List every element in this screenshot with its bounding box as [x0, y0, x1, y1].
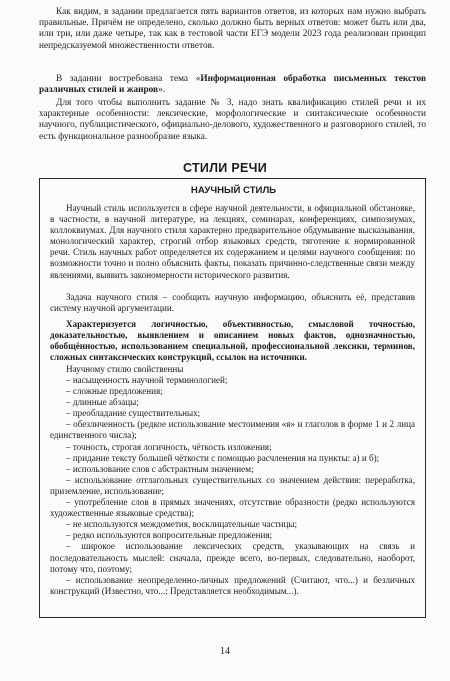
box-paragraph-1: Научный стиль используется в сфере научной деятельности, в официальной обстановке, в частности, в научной литературе, на лекциях, семинарах, конференциях, симпозиумах, коллоквиумах. Для научного стиля характерно предварительное обдумывание высказывания, монологический характер, строгий отбор языковых средств, тяготение к нормированной речи. Стиль научных работ определяется их содержанием и целями научного сообщения: по возможности точно и полно объяснить факты, показать причинно-следственные связи между явлениями, выявить закономерности исторического развития.	[50, 203, 415, 280]
list-item: – насыщенность научной терминологией;	[66, 375, 228, 385]
box-title: НАУЧНЫЙ СТИЛЬ	[190, 185, 277, 196]
list-item: – точность, строгая логичность, чёткость изложения;	[66, 441, 272, 452]
box-paragraph-3-bold: Характеризуется логичностью, объективностью, смысловой точностью, доказательностью, выявлением и описанием новых фактов, однозначностью, обобщённостью, использованием специальной, профессиональной лексики, терминов, сложных синтаксических конструкций, ссылок на источники.	[50, 319, 415, 363]
list-item: – широкое использование лексических средств, указывающих на связь и последовательность мыслей: сначала, прежде всего, во-первых, следовательно, наоборот, потому что, поэтому;	[50, 541, 415, 574]
features-list	[50, 375, 415, 597]
list-item: – использование слов с абстрактным значением;	[66, 463, 254, 474]
intro-topic-bold: Информационная обработка письменных текстов различных стилей и жанров	[39, 74, 426, 96]
intro-paragraph-2-start: В задании востребована тема «	[56, 74, 201, 84]
box-paragraph-3	[50, 319, 415, 363]
list-item: – преобладание существительных;	[66, 408, 201, 419]
list-item: – не используются междометия, восклицательные частицы;	[66, 519, 298, 530]
scientific-style-box	[39, 178, 426, 618]
page-number: 14	[220, 646, 230, 657]
list-item: – длинные абзацы;	[66, 397, 139, 408]
box-paragraph-4: Научному стилю свойственны	[66, 364, 184, 374]
list-item: – сложные предложения;	[66, 386, 163, 397]
list-item: – редко используются вопросительные предложения;	[66, 530, 273, 541]
intro-paragraph-2	[39, 74, 426, 96]
box-paragraph-2: Задача научного стиля – сообщить научную информацию, объяснить её, представив систему научной аргументации.	[50, 292, 415, 314]
intro-paragraph-1: Как видим, в задании предлагается пять вариантов ответов, из которых нам нужно выбрать правильные. Причём не определено, сколько должно быть верных ответов: может быть или два, или три, или даже четыре, так как в тестовой части ЕГЭ модели 2023 года реализован принцип непредсказуемой множественности ответов.	[39, 7, 426, 51]
intro-paragraph-2-end: ».	[158, 85, 166, 96]
intro-paragraph-3: Для того чтобы выполнить задание № 3, надо знать квалификацию стилей речи и их характерные особенности: лексические, морфологические и синтаксические особенности научного, публицистического, официально-делового, художественного и разговорного стилей, то есть функциональное разнообразие языка.	[39, 98, 426, 142]
list-item: – придание тексту большей чёткости с помощью расчленения на пункты: а) и б);	[66, 452, 380, 463]
list-item: – употребление слов в прямых значениях, отсутствие образности (редко используются художественные языковые средства);	[50, 497, 415, 519]
section-title: СТИЛИ РЕЧИ	[182, 161, 267, 175]
list-item: – использование неопределенно-личных предложений (Считают, что...) и безличных конструкций (Известно, что...; Представляется необходимым...).	[50, 574, 415, 596]
list-item: – обезличенность (редкое использование местоимения «я» и глаголов в форме 1 и 2 лица единственного числа);	[50, 419, 415, 441]
list-item: – использование отглагольных существительных со значением действия: переработка, приземление, использование;	[50, 474, 415, 496]
